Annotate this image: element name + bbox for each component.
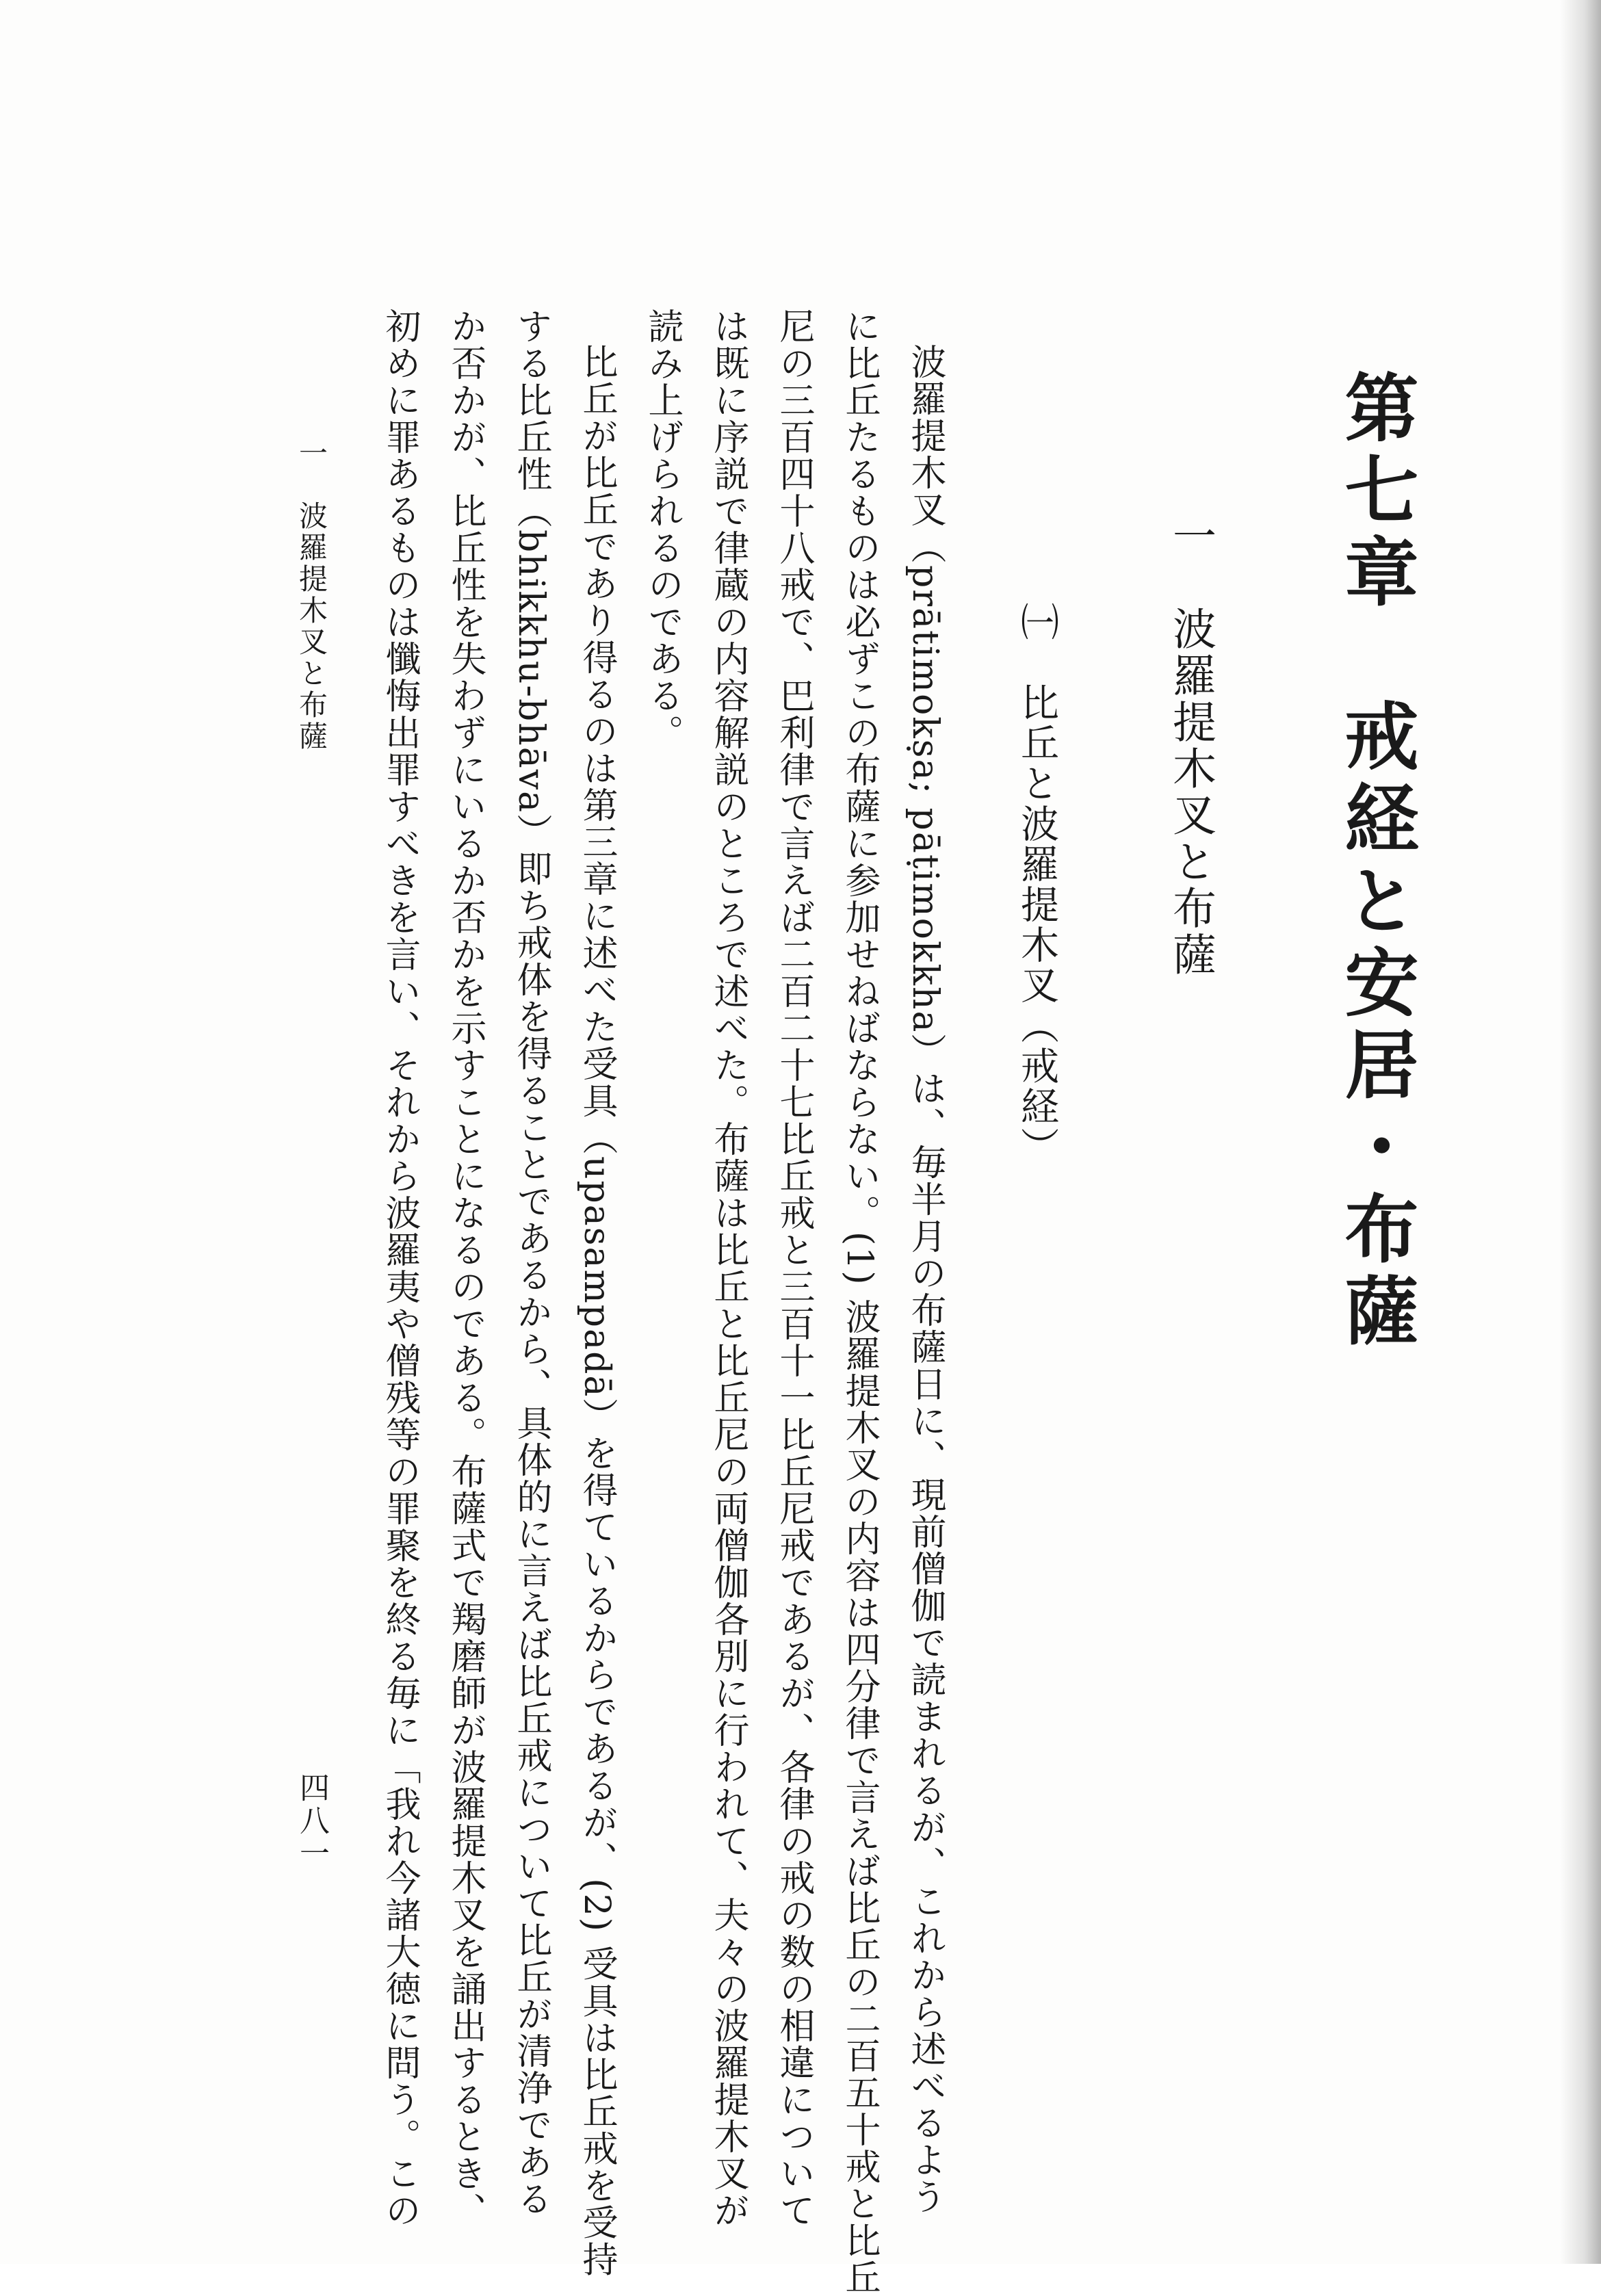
body-line: に比丘たるものは必ずこの布薩に参加せねばならない。(1) 波羅提木叉の内容は四分律で言えば比丘の二百五十戒と比丘	[839, 308, 880, 2296]
body-line: する比丘性（bhikkhu-bhāva）即ち戒体を得ることであるから、具体的に言えば比丘戒について比丘が清浄である	[510, 308, 551, 2218]
subsection-title: ㈠ 比丘と波羅提木叉（戒経）	[1015, 602, 1059, 1167]
body-line: 初めに罪あるものは懺悔出罪すべきを言い、それから波羅夷や僧残等の罪聚を終る毎に「我れ今諸大徳に問う。この	[379, 308, 420, 2229]
page-number: 四八一	[294, 1772, 329, 1870]
body-text	[356, 308, 958, 2296]
chapter-title: 第七章 戒経と安居・布薩	[1332, 369, 1418, 1355]
body-line: か否かが、比丘性を失わずにいるか否かを示すことになるのである。布薩式で羯磨師が波羅提木叉を誦出するとき、	[445, 308, 486, 2229]
body-line: 読み上げられるのである。	[642, 308, 683, 751]
running-head: 一 波羅提木叉と布薩	[295, 438, 328, 753]
section-title: 一 波羅提木叉と布薩	[1165, 513, 1216, 978]
body-line: 比丘が比丘であり得るのは第三章に述べた受具（upasampadā）を得ているからであるが、(2) 受具は比丘戒を受持	[576, 343, 617, 2278]
body-line: は既に序説で律蔵の内容解説のところで述べた。布薩は比丘と比丘尼の両僧伽各別に行われて、夫々の波羅提木叉が	[707, 308, 749, 2229]
body-line: 尼の三百四十八戒で、巴利律で言えば二百二十七比丘戒と三百十一比丘尼戒であるが、各律の戒の数の相違について	[773, 308, 814, 2229]
scan-edge-shadow	[1560, 0, 1601, 2264]
body-line: 波羅提木叉（prātimokṣa; pāṭimokkha）は、毎半月の布薩日に、現前僧伽で読まれるが、これから述べるよう	[904, 343, 946, 2216]
